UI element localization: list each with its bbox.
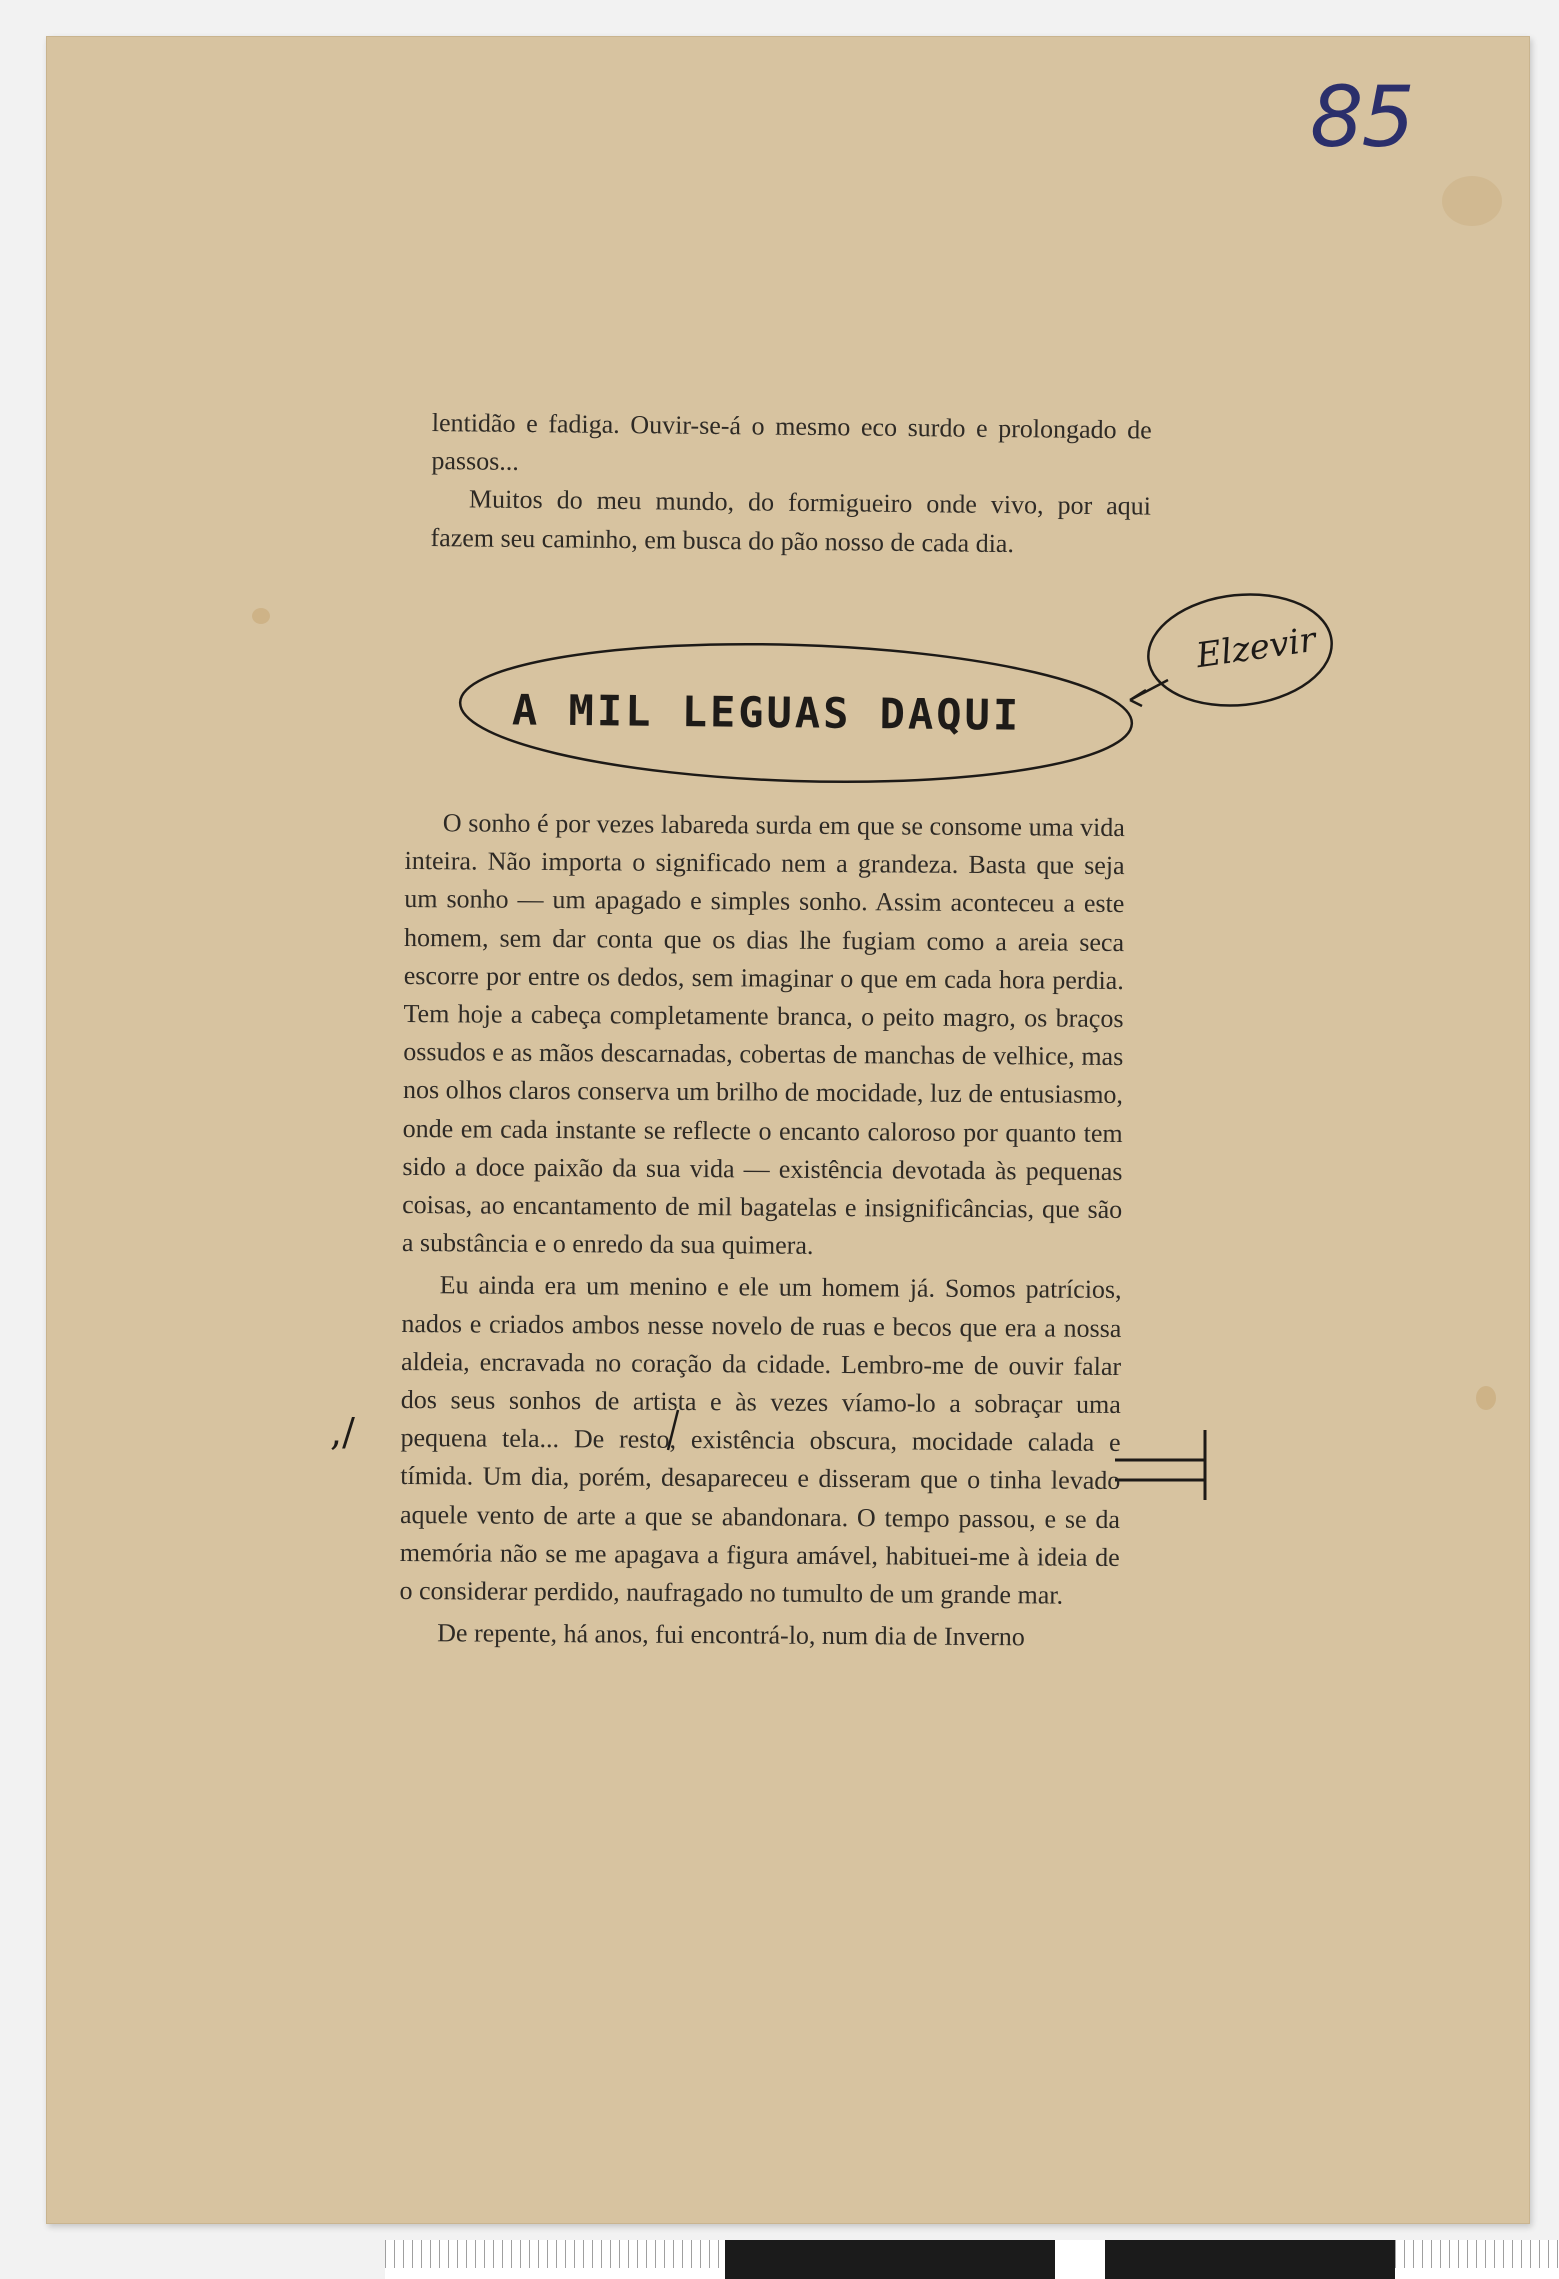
handwritten-page-number: 85 [1310,68,1413,166]
margin-note: Elzevir [1193,619,1319,677]
body-paragraph-2: Eu ainda era um menino e ele um homem já. Somos patrícios, nados e criados ambos nesse novelo de ruas e becos que era a nossa aldeia, encravada no coração da cidade. Lembro-me de ouvir falar dos seus sonhos de artista e às vezes víamo-lo a sobraçar uma pequena tela... De resto, existência obscura, mocidade calada e tímida. Um dia, porém, desapareceu e disseram que o tinha levado aquele vento de arte a que se abandonara. O tempo passou, e se da memória não se me apagava a figura amável, habituei-me à ideia de o considerar perdido, naufragado no tumulto de um grande mar. [399,1270,1122,1610]
calibration-block [725,2240,1055,2279]
body-paragraph-1: O sonho é por vezes labareda surda em que se consome uma vida inteira. Não importa o significado nem a grandeza. Basta que seja um sonho — um apagado e simples sonho. Assim aconteceu a este homem, sem dar conta que os dias lhe fugiam como a areia seca escorre por entre os dedos, sem imaginar o que em cada hora perdia. Tem hoje a cabeça completamente branca, o peito magro, os braços ossudos e as mãos descarnadas, cobertas de manchas de velhice, mas nos olhos claros conserva um brilho de mocidade, luz de entusiasmo, onde em cada instante se reflecte o encanto caloroso por quanto tem sido a doce paixão da sua vida — existência devotada às pequenas coisas, ao encantamento de mil bagatelas e insignificâncias, que são a substância e o enredo da sua quimera. [401,808,1125,1261]
proof-margin-mark: ,/ [330,1410,355,1454]
calibration-block [1105,2240,1395,2279]
section-title: A MIL LEGUAS DAQUI [511,685,1022,740]
intro-paragraph-2: Muitos do meu mundo, do formigueiro onde vivo, por aqui fazem seu caminho, em busca do pão nosso de cada dia. [430,484,1152,558]
ruler-ticks [385,2240,725,2268]
calibration-block [1055,2240,1105,2279]
body-paragraph-3: De repente, há anos, fui encontrá-lo, num dia de Inverno [437,1618,1025,1652]
bracket-mark [1115,1430,1205,1500]
scan-color-ruler [385,2240,1559,2279]
ruler-ticks [1395,2240,1559,2268]
arrow-icon [1130,680,1168,706]
main-text [399,804,1125,1657]
intro-paragraph-1: lentidão e fadiga. Ouvir-se-á o mesmo eco surdo e prolongado de passos... [431,407,1152,477]
